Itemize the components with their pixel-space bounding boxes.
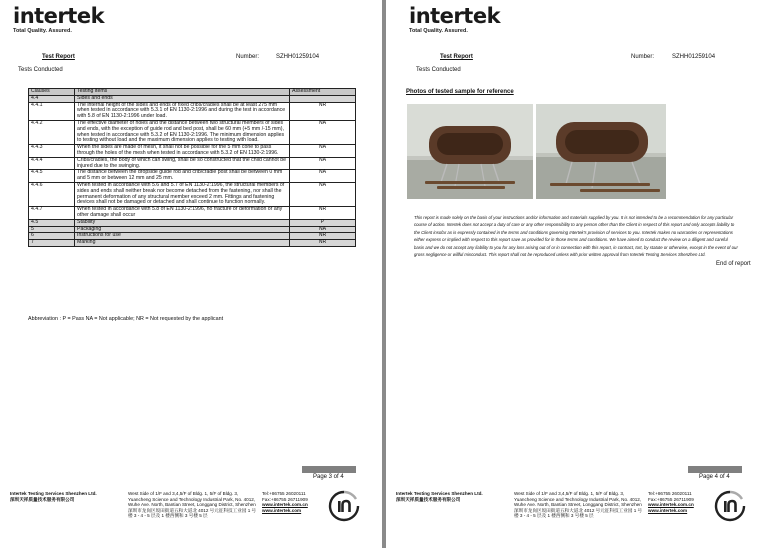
barcode	[302, 466, 356, 473]
report-title: Test Report	[42, 54, 75, 60]
logo-wordmark: intertek	[409, 4, 501, 28]
item-cell: The internal height of the sides and ends of fixed cribs/cradles shall be at least 275 mm when tested in accordance with 5.3.1 of EN 1130-2:1996 and during the test in accordance with 5.8 of EN 1130-2:1996 under load.	[75, 102, 290, 120]
website-link[interactable]: www.intertek.com	[648, 507, 688, 513]
clause-cell: 4.4.5	[29, 170, 75, 183]
report-title: Test Report	[440, 54, 473, 60]
report-number-label: Number:	[236, 54, 260, 60]
table-row	[29, 240, 356, 247]
table-row	[29, 145, 356, 158]
table-row	[29, 207, 356, 220]
website-cn-link[interactable]: www.intertek.com.cn	[262, 502, 308, 508]
address-cn: 深圳市龙岗区坂田街道五和大道北 4012 号元征科技工业园 1 号楼 3 - 4 - 5 层及 1 楼西侧和 3 号楼 5 层	[128, 507, 257, 519]
clause-cell: 4.4.7	[29, 207, 75, 220]
barcode	[688, 466, 742, 473]
header-testing-items: Testing items	[75, 89, 290, 96]
table-row	[29, 120, 356, 144]
tel: Tel:+86755 26020111	[648, 491, 692, 496]
clause-cell: 5	[29, 226, 75, 233]
assessment-cell: P	[290, 219, 356, 226]
item-cell: Packaging	[75, 226, 290, 233]
section-subtitle: Tests Conducted	[416, 67, 461, 73]
clause-cell: 4.4.4	[29, 157, 75, 170]
intertek-circle-logo-icon	[328, 490, 360, 522]
photos-title: Photos of tested sample for reference	[406, 89, 514, 95]
section-subtitle: Tests Conducted	[18, 67, 63, 73]
address-en: West Side of 1/F and 3,4,5/F of Bldg. 1, 5/F of Bldg. 3, Yuancheng Science and Technology Industrial Park, No. 4012, Wuhe Ave. North, Bantian Street, Longgang District, Shenzhen	[128, 491, 256, 508]
intertek-logo	[13, 5, 104, 34]
company-name-cn: 深圳天祥质量技术服务有限公司	[10, 497, 75, 502]
website-cn-link[interactable]: www.intertek.com.cn	[648, 502, 694, 508]
clause-cell: 4.4	[29, 95, 75, 102]
item-cell: The distance between the dropside guide rod and crib/cradle post shall be between 0 mm and 5 mm or between 12 mm and 25 mm.	[75, 170, 290, 183]
sample-photo-2	[536, 104, 666, 199]
footer-address	[128, 491, 258, 519]
report-number: SZHH01259104	[672, 54, 716, 60]
tel: Tel:+86755 26020111	[262, 491, 306, 496]
item-cell: Instructions for use	[75, 233, 290, 240]
footer-company	[10, 491, 97, 503]
assessment-cell: NR	[290, 102, 356, 120]
clause-cell: 6	[29, 233, 75, 240]
company-name-cn: 深圳天祥质量技术服务有限公司	[396, 497, 461, 502]
assessment-cell: NA	[290, 120, 356, 144]
logo-wordmark: intertek	[13, 4, 105, 28]
table-row	[29, 157, 356, 170]
intertek-logo	[409, 5, 500, 34]
footer-company	[396, 491, 483, 503]
item-cell: Marking	[75, 240, 290, 247]
item-cell: When tested in accordance with 5.8 of EN 1130-2:1996, no fracture or deformation or any other damage shall occur	[75, 207, 290, 220]
report-page-4	[386, 0, 768, 548]
logo-tagline: Total Quality. Assured.	[409, 28, 468, 34]
company-name-en: Intertek Testing Services Shenzhen Ltd.	[396, 491, 483, 496]
intertek-circle-logo-icon	[714, 490, 746, 522]
table-row	[29, 182, 356, 206]
footer-address	[514, 491, 644, 519]
assessment-cell: NA	[290, 182, 356, 206]
item-cell: Stability	[75, 219, 290, 226]
header-clauses: Clauses	[29, 89, 75, 96]
fax: Fax:+86755 26711909	[262, 496, 308, 502]
item-cell: Cribs/cradles, the body of which can swing, shall be so constructed that the child cannot be injured due to the swinging.	[75, 157, 290, 170]
clause-cell: 4.4.3	[29, 145, 75, 158]
fax: Fax:+86755 26711909	[648, 496, 694, 502]
clause-cell: 4.4.2	[29, 120, 75, 144]
clause-cell: 4.5	[29, 219, 75, 226]
clause-cell: 4.4.6	[29, 182, 75, 206]
cradle-photo-2	[536, 104, 666, 199]
clause-cell: 7	[29, 240, 75, 247]
report-number: SZHH01259104	[276, 54, 320, 60]
address-cn: 深圳市龙岗区坂田街道五和大道北 4012 号元征科技工业园 1 号楼 3 - 4 - 5 层及 1 楼西侧和 3 号楼 5 层	[514, 507, 643, 519]
table-row	[29, 219, 356, 226]
header-assessment: Assessment	[290, 89, 356, 96]
table-row	[29, 102, 356, 120]
table-row	[29, 170, 356, 183]
clause-cell: 4.4.1	[29, 102, 75, 120]
assessment-cell: NR	[290, 207, 356, 220]
assessment-cell: NA	[290, 157, 356, 170]
cradle-photo-1	[407, 104, 533, 199]
item-cell: When tested in accordance with 5.6 and 5.7 of EN 1130-2:1996, the structural members of sides and ends shall neither break nor become detached from the fastening, nor shall the permanent deformation of any structural member exceed 2 mm. Fittings and fastening devices shall not be damaged or detached and shall continue to function normally.	[75, 182, 290, 206]
assessment-cell: NR	[290, 233, 356, 240]
item-cell: The effective diameter of holes and the distance between two structural members of sides and ends, with the exception of guide rod and bed post, shall be 60 mm (+5 mm /-15 mm), when tested in accordance with 5.3.2 of EN 1130-2:1996. The minimum dimension applies to testing without load and the maximum dimension applies to testing with load.	[75, 120, 290, 144]
report-number-label: Number:	[631, 54, 655, 60]
page-number: Page 4 of 4	[699, 474, 730, 480]
footer-contact	[648, 491, 694, 513]
company-name-en: Intertek Testing Services Shenzhen Ltd.	[10, 491, 97, 496]
disclaimer-text: This report is made solely on the basis of your instructions and/or information and materials supplied by you. It is not intended to be a recommendation for any particular course of action. Intertek does not accept a duty of care or any other responsibility to any person other than the Client in respect of this report and only accepts liability to the Client insofar as is expressly contained in the terms and conditions governing Intertek's provision of services to you. Intertek makes no warranties or representations either express or implied with respect to this report save as provided for in those terms and conditions. We have aimed to conduct the review on a diligent and careful basis and we do not accept any liability to you for any loss arising out of or in connection with this report, in contract, tort, by statute or otherwise, except in the event of our gross negligence or willful misconduct. This report shall not be reproduced unless with prior written approval from Intertek Testing Services Shenzhen Ltd.	[414, 215, 738, 258]
address-en: West Side of 1/F and 3,4,5/F of Bldg. 1, 5/F of Bldg. 3, Yuancheng Science and Technology Industrial Park, No. 4012, Wuhe Ave. North, Bantian Street, Longgang District, Shenzhen	[514, 491, 642, 508]
assessment-cell: NA	[290, 226, 356, 233]
footer-contact	[262, 491, 308, 513]
item-cell: Sides and ends	[75, 95, 290, 102]
report-page-3	[0, 0, 382, 548]
end-of-report: End of report	[716, 261, 751, 267]
page-number: Page 3 of 4	[313, 474, 344, 480]
logo-tagline: Total Quality. Assured.	[13, 28, 72, 34]
assessment-cell: NA	[290, 145, 356, 158]
tests-table	[28, 88, 356, 247]
item-cell: When the sides are made of mesh, it shall not be possible for the 5 mm cone to pass through the holes of the mesh when tested in accordance with 5.3.2 of EN 1130-2:1996.	[75, 145, 290, 158]
assessment-cell: NR	[290, 240, 356, 247]
sample-photo-1	[407, 104, 533, 199]
assessment-cell: NA	[290, 170, 356, 183]
website-link[interactable]: www.intertek.com	[262, 507, 302, 513]
abbreviation-note: Abbreviation : P = Pass NA = Not applicable; NR = Not requested by the applicant	[28, 316, 224, 322]
